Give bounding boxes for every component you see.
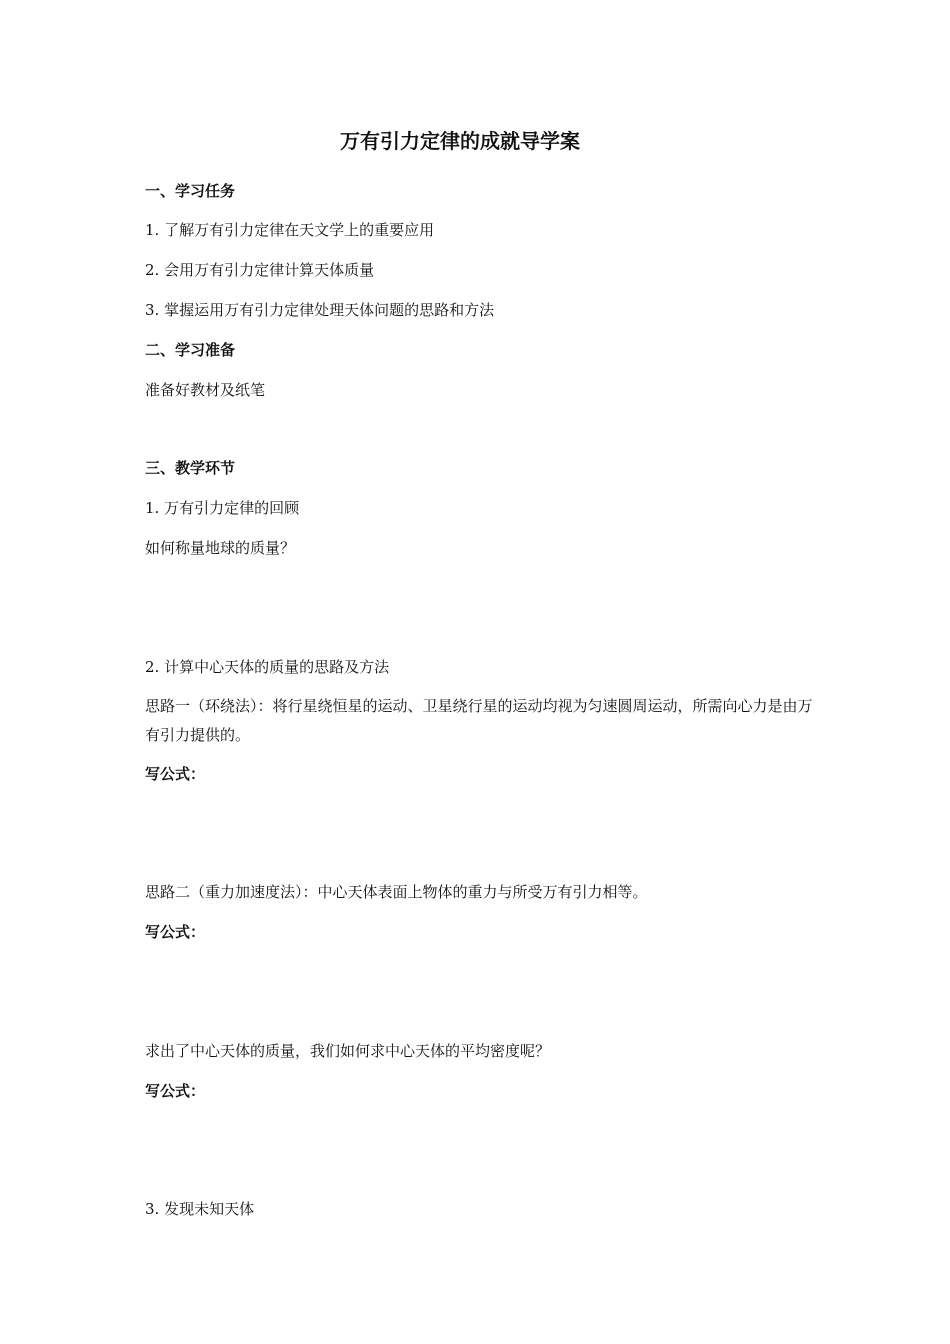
teaching-step-1: 1. 万有引力定律的回顾 [145, 499, 300, 517]
section-heading-tasks: 一、学习任务 [145, 182, 236, 200]
method-1-text: 思路一（环绕法）：将行星绕恒星的运动、卫星绕行星的运动均视为匀速圆周运动，所需向心力是由万有引力提供的。 [145, 697, 813, 744]
formula-label-2: 写公式： [145, 923, 206, 941]
task-item-3: 3. 掌握运用万有引力定律处理天体问题的思路和方法 [145, 301, 495, 319]
formula-label-3: 写公式： [145, 1082, 206, 1100]
density-question: 求出了中心天体的质量，我们如何求中心天体的平均密度呢？ [145, 1042, 551, 1060]
teaching-step-2: 2. 计算中心天体的质量的思路及方法 [145, 658, 390, 676]
formula-label-1: 写公式： [145, 765, 206, 783]
document-title: 万有引力定律的成就导学案 [340, 129, 580, 153]
preparation-text: 准备好教材及纸笔 [145, 381, 266, 399]
task-item-2: 2. 会用万有引力定律计算天体质量 [145, 261, 375, 279]
teaching-step-3: 3. 发现未知天体 [145, 1200, 255, 1218]
section-heading-preparation: 二、学习准备 [145, 341, 236, 359]
method-2-text: 思路二（重力加速度法）：中心天体表面上物体的重力与所受万有引力相等。 [145, 883, 648, 901]
task-item-1: 1. 了解万有引力定律在天文学上的重要应用 [145, 221, 435, 239]
question-earth-mass: 如何称量地球的质量？ [145, 539, 296, 557]
section-heading-teaching: 三、教学环节 [145, 459, 236, 477]
